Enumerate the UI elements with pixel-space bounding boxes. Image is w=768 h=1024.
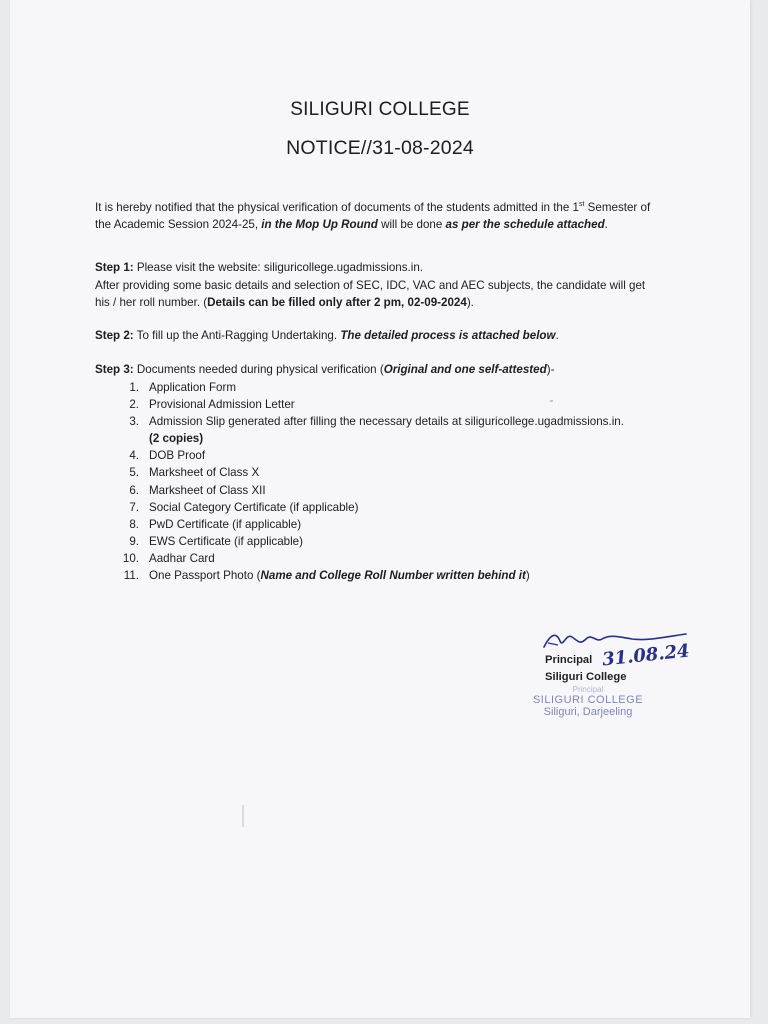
step-3-original-note: Original and one self-attested <box>383 363 547 376</box>
list-item <box>115 499 660 516</box>
list-item-text <box>149 567 660 584</box>
step-2-end: . <box>555 329 559 342</box>
list-item <box>115 550 660 567</box>
step-2-process-note: The detailed process is attached below <box>340 329 556 342</box>
list-item-photo-note: Name and College Roll Number written behind it <box>260 569 526 583</box>
signature-block <box>530 625 730 745</box>
intro-period: . <box>604 218 608 232</box>
list-item-number: 3. <box>129 415 139 429</box>
step-1-label: Step 1: <box>95 261 134 274</box>
step-2-text: To fill up the Anti-Ragging Undertaking. <box>133 329 341 342</box>
documents-list <box>115 379 660 584</box>
step-3-end: )- <box>546 363 555 376</box>
signatory-institution: Siliguri College <box>545 671 627 683</box>
list-item-text: Marksheet of Class XII <box>149 483 266 497</box>
notice-heading: NOTICE//31-08-2024 <box>286 137 474 159</box>
list-item <box>115 516 660 533</box>
notice-page <box>10 0 750 1018</box>
list-item-number: 1. <box>129 381 139 394</box>
list-item <box>115 464 660 481</box>
list-item-text: Social Category Certificate (if applicable) <box>149 500 359 514</box>
step-1 <box>95 259 655 312</box>
stamp-location: Siliguri, Darjeeling <box>543 706 633 718</box>
scan-speck <box>550 400 553 402</box>
list-item-number: 9. <box>129 534 139 548</box>
step-3-label: Step 3: <box>95 363 134 376</box>
list-item <box>115 413 660 447</box>
list-item-text: PwD Certificate (if applicable) <box>149 517 302 531</box>
list-item-text <box>149 413 660 447</box>
list-item-text: Marksheet of Class X <box>149 466 260 480</box>
list-item-text: Aadhar Card <box>149 551 215 565</box>
intro-mop-up-round: in the Mop Up Round <box>261 218 378 232</box>
list-item-number: 11. <box>123 569 139 583</box>
intro-superscript: st <box>579 201 585 208</box>
handwritten-date: 31.08.24 <box>601 640 691 671</box>
step-1-website-text: Please visit the website: siliguricollege.ugadmissions.in. <box>133 261 423 274</box>
list-item <box>115 482 660 499</box>
list-item-text: Application Form <box>149 381 236 394</box>
list-item-number: 8. <box>129 517 139 531</box>
list-item-number: 7. <box>129 500 139 514</box>
list-item-text-main: Admission Slip generated after filling the necessary details at siliguricollege.ugadmissions.in. <box>149 415 624 429</box>
list-item <box>115 379 660 396</box>
list-item-copies-note: (2 copies) <box>149 432 204 446</box>
step-1-time-note: Details can be filled only after 2 pm, 02-09-2024 <box>207 296 467 309</box>
intro-schedule-attached: as per the schedule attached <box>445 218 605 232</box>
list-item-text: EWS Certificate (if applicable) <box>149 534 303 548</box>
list-item <box>115 447 660 464</box>
list-item-number: 5. <box>129 466 139 480</box>
list-item-number: 4. <box>129 449 139 463</box>
list-item-text: DOB Proof <box>149 449 206 463</box>
step-3 <box>95 361 655 379</box>
list-item-text: Provisional Admission Letter <box>149 398 295 412</box>
intro-text-2: Semester of the Academic Session 2024-25, <box>95 200 651 232</box>
intro-paragraph <box>95 196 655 234</box>
list-item-number: 6. <box>129 483 139 497</box>
college-stamp <box>528 685 648 718</box>
intro-text-3: will be done <box>377 218 446 232</box>
scan-speck <box>242 805 244 827</box>
list-item <box>115 567 660 584</box>
step-1-details-text: After providing some basic details and selection of SEC, IDC, VAC and AEC subjects, the candidate will get his / her roll number. ( <box>95 278 646 309</box>
signatory-role: Principal <box>545 654 593 666</box>
step-1-end: ). <box>466 296 474 309</box>
college-title: SILIGURI COLLEGE <box>290 99 470 120</box>
list-item <box>115 533 660 550</box>
list-item-number: 10. <box>122 551 139 565</box>
list-item <box>115 396 660 413</box>
list-item-end: ) <box>525 569 530 583</box>
stamp-college: SILIGURI COLLEGE <box>532 694 644 706</box>
step-2-label: Step 2: <box>95 329 134 342</box>
list-item-text-main: One Passport Photo ( <box>149 569 261 583</box>
step-3-text: Documents needed during physical verification ( <box>133 363 384 376</box>
step-2 <box>95 327 655 345</box>
list-item-number: 2. <box>129 398 139 412</box>
stamp-title: Principal <box>572 685 604 694</box>
intro-text: It is hereby notified that the physical verification of documents of the students admitted in the 1 <box>95 200 579 214</box>
